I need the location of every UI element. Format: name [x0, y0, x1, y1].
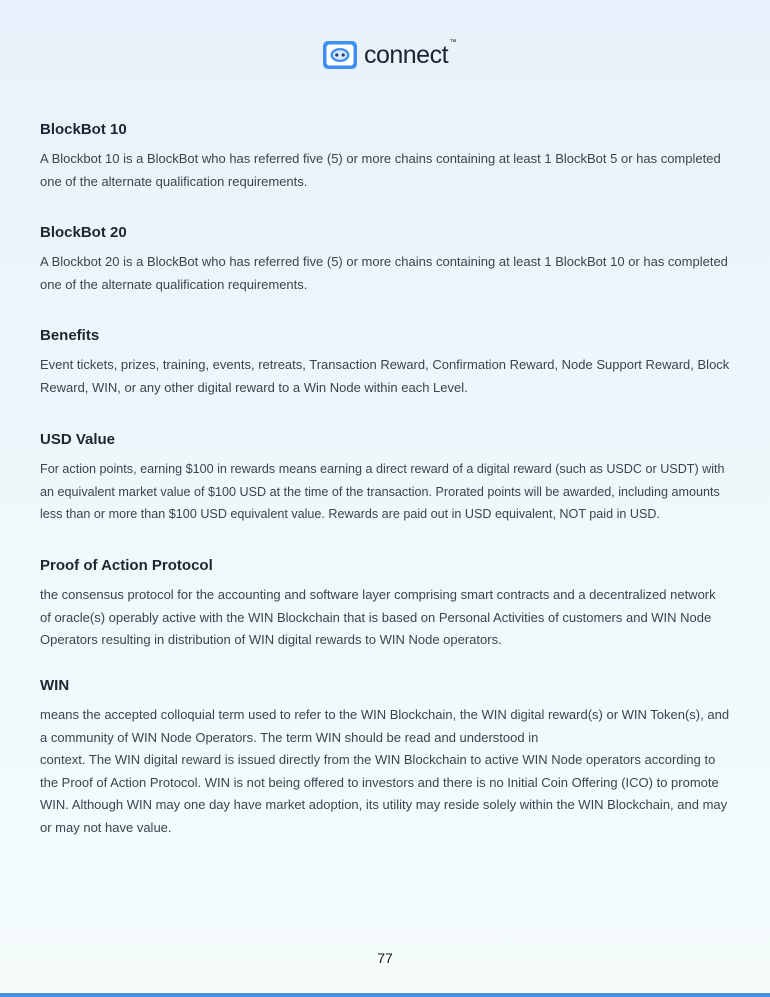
logo [0, 40, 770, 70]
definition-title: Benefits [40, 327, 100, 344]
definition-body: means the accepted colloquial term used to refer to the WIN Blockchain, the WIN digital reward(s) or WIN Token(s), and a community of WIN Node Operators. The term WIN should be read and understood in context. The WIN digital reward is issued directly from the WIN Blockchain to active WIN Node operators according to the Proof of Action Protocol. WIN is not being offered to investors and there is no Initial Coin Offering (ICO) to promote WIN. Although WIN may one day have market adoption, its utility may reside solely within the WIN Blockchain, and may or may not have value. [40, 707, 730, 835]
definition-body: Event tickets, prizes, training, events, retreats, Transaction Reward, Confirmation Reward, Node Support Reward, Block Reward, WIN, or any other digital reward to a Win Node within each Level. [40, 357, 730, 395]
definition-proof-of-action-protocol [40, 556, 730, 652]
definition-blockbot-10 [40, 120, 730, 193]
definition-title: Proof of Action Protocol [40, 557, 213, 574]
logo-lockup [322, 39, 457, 70]
robot-face-icon [322, 40, 358, 70]
definition-blockbot-20 [40, 223, 730, 296]
definition-title: USD Value [40, 431, 116, 448]
definition-body: the consensus protocol for the accounting and software layer comprising smart contracts and a decentralized network of oracle(s) operably active with the WIN Blockchain that is based on Personal Activities of customers and WIN Node Operators resulting in distribution of WIN digital rewards to WIN Node operators. [40, 587, 716, 648]
definition-title: WIN [40, 677, 70, 694]
definition-benefits [40, 326, 730, 399]
definition-body: For action points, earning $100 in rewards means earning a direct reward of a digital reward (such as USDC or USDT) with an equivalent market value of $100 USD at the time of the transaction. Prorated points will be awarded, including amounts less than or more than $100 USD equivalent value. Rewards are paid out in USD equivalent, NOT paid in USD. [40, 462, 725, 522]
definition-usd-value [40, 430, 730, 526]
definition-title: BlockBot 20 [40, 224, 127, 241]
page-number: 77 [377, 950, 393, 966]
bottom-accent-bar [0, 993, 770, 997]
definition-title: BlockBot 10 [40, 121, 127, 138]
trademark-symbol: ™ [449, 39, 457, 46]
definition-win [40, 676, 730, 840]
definition-body: A Blockbot 10 is a BlockBot who has referred five (5) or more chains containing at least 1 BlockBot 5 or has completed one of the alternate qualification requirements. [40, 151, 721, 189]
logo-wordmark: connect ™ [363, 39, 457, 69]
definition-body: A Blockbot 20 is a BlockBot who has referred five (5) or more chains containing at least 1 BlockBot 10 or has completed one of the alternate qualification requirements. [40, 254, 728, 292]
